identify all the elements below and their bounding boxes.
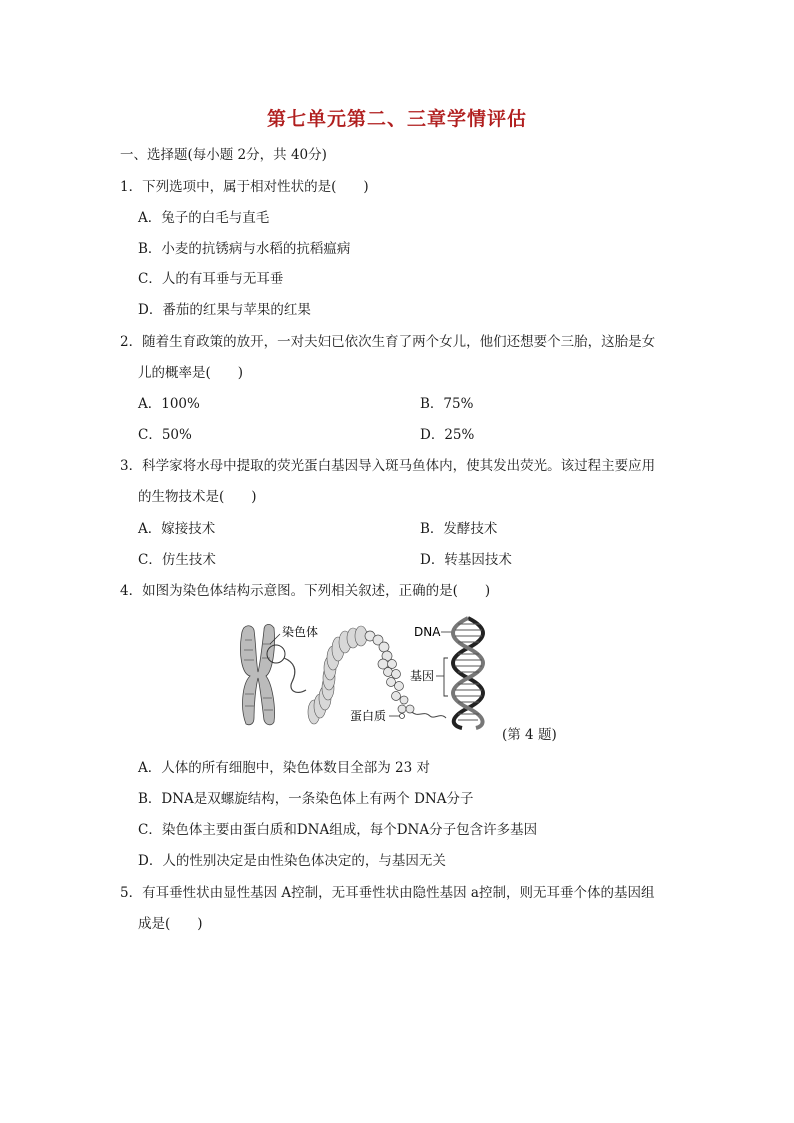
label-gene: 基因: [410, 669, 435, 683]
question-2-stem-line1: 2．随着生育政策的放开，一对夫妇已依次生育了两个女儿，他们还想要个三胎，这胎是女: [120, 334, 656, 350]
q1-option-c[interactable]: C．人的有耳垂与无耳垂: [138, 271, 284, 287]
q2-option-d[interactable]: D．25%: [420, 427, 475, 443]
label-dna: DNA: [414, 625, 441, 639]
question-2-stem-line2: 儿的概率是( ): [138, 365, 244, 381]
q4-option-c[interactable]: C．染色体主要由蛋白质和DNA组成，每个DNA分子包含许多基因: [138, 822, 538, 838]
nucleosome-beads: [365, 631, 414, 713]
question-1-stem: 1．下列选项中，属于相对性状的是( ): [120, 179, 369, 195]
q2-option-a[interactable]: A．100%: [138, 396, 200, 412]
question-3-stem-line2: 的生物技术是( ): [138, 489, 257, 505]
q3-option-a[interactable]: A．嫁接技术: [138, 521, 216, 537]
chromosome-shape: [240, 624, 274, 724]
label-protein: 蛋白质: [350, 709, 387, 723]
chromosome-structure-figure: [236, 614, 500, 730]
q2-option-b[interactable]: B．75%: [420, 396, 474, 412]
q1-option-d[interactable]: D．番茄的红果与苹果的红果: [138, 302, 311, 318]
q4-option-b[interactable]: B．DNA是双螺旋结构，一条染色体上有两个 DNA分子: [138, 791, 474, 807]
dna-double-helix: [453, 618, 483, 728]
figure-caption: (第 4 题): [502, 727, 557, 743]
q4-option-d[interactable]: D．人的性别决定是由性染色体决定的，与基因无关: [138, 853, 446, 869]
question-3-stem-line1: 3．科学家将水母中提取的荧光蛋白基因导入斑马鱼体内，使其发出荧光。该过程主要应用: [120, 458, 656, 474]
label-chromosome: 染色体: [282, 625, 319, 639]
page-title: 第七单元第二、三章学情评估: [266, 108, 527, 130]
q1-option-a[interactable]: A．兔子的白毛与直毛: [138, 210, 270, 226]
q3-option-c[interactable]: C．仿生技术: [138, 552, 216, 568]
q3-option-b[interactable]: B．发酵技术: [420, 521, 498, 537]
q3-option-d[interactable]: D．转基因技术: [420, 552, 512, 568]
q2-option-c[interactable]: C．50%: [138, 427, 192, 443]
q4-option-a[interactable]: A．人体的所有细胞中，染色体数目全部为 23 对: [138, 760, 431, 776]
question-4-stem: 4．如图为染色体结构示意图。下列相关叙述，正确的是( ): [120, 583, 491, 599]
section-heading: 一、选择题(每小题 2分，共 40分): [120, 147, 327, 163]
q1-option-b[interactable]: B．小麦的抗锈病与水稻的抗稻瘟病: [138, 241, 351, 257]
question-5-stem-line2: 成是( ): [138, 916, 203, 932]
question-5-stem-line1: 5．有耳垂性状由显性基因 A控制，无耳垂性状由隐性基因 a控制，则无耳垂个体的基因组: [120, 885, 655, 901]
